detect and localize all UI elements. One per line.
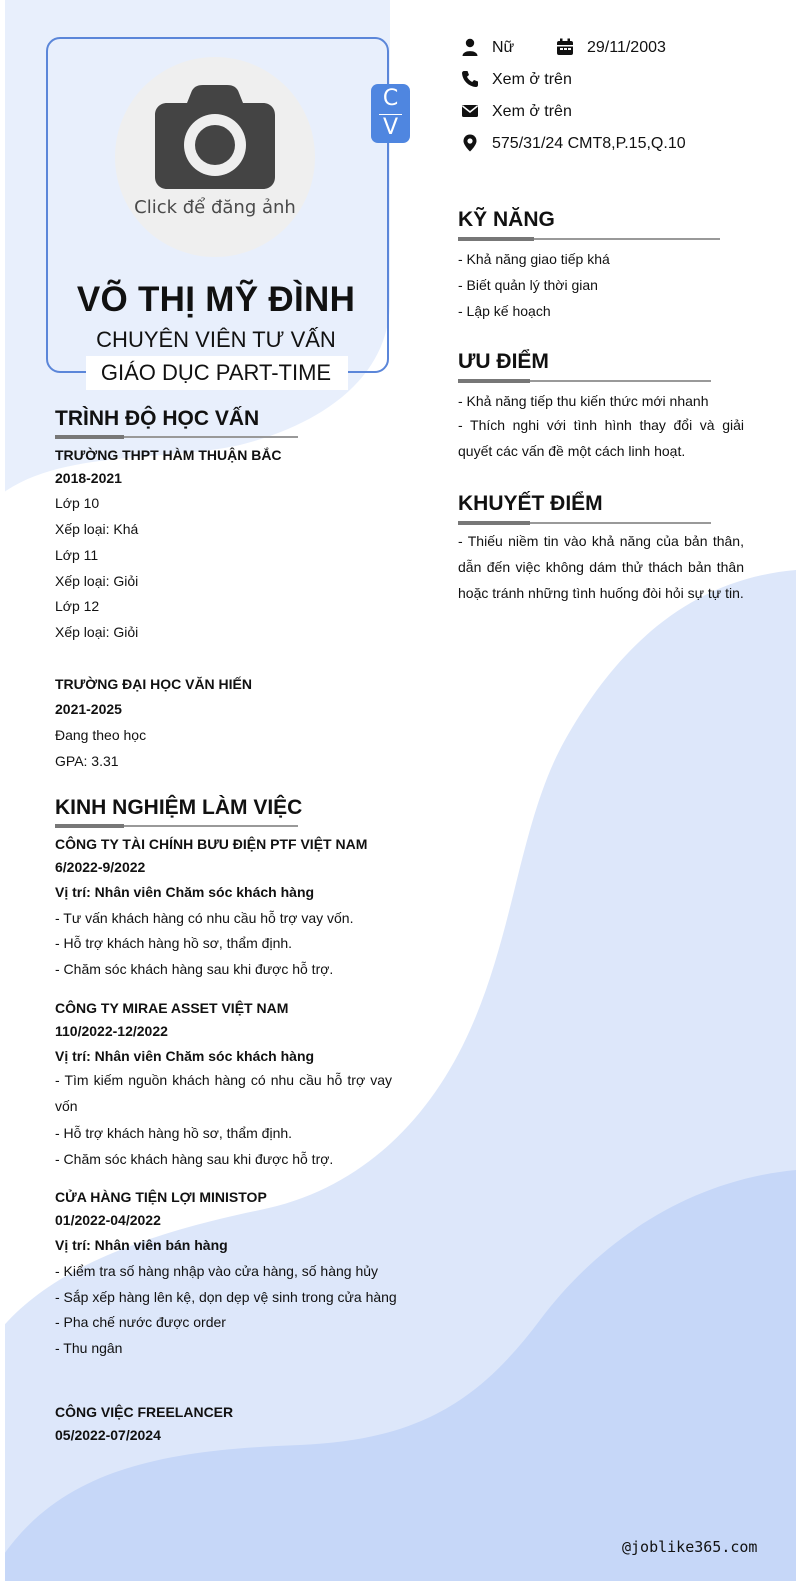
cv-badge-bottom: V [382,115,399,140]
skills-rule-accent [458,237,534,241]
job-company: CÔNG VIỆC FREELANCER [55,1404,234,1420]
school-period: 2021-2025 [55,701,122,717]
job-duty: - Tìm kiếm nguồn khách hàng có nhu cầu hỗ trợ vay vốn [55,1072,392,1114]
job-period: 6/2022-9/2022 [55,859,146,875]
job-company: CÔNG TY TÀI CHÍNH BƯU ĐIỆN PTF VIỆT NAM [55,836,368,852]
job-company: CÔNG TY MIRAE ASSET VIỆT NAM [55,1000,289,1016]
phone-value: Xem ở trên [492,71,572,88]
skill-item: - Biết quản lý thời gian [458,277,598,293]
job-duty: - Pha chế nước được order [55,1314,226,1330]
gender-value: Nữ [492,39,515,56]
education-heading: TRÌNH ĐỘ HỌC VẤN [55,407,260,430]
school-name: TRƯỜNG THPT HÀM THUẬN BẮC [55,447,282,463]
email-icon [461,102,479,120]
school-detail: GPA: 3.31 [55,753,119,769]
job-duty: - Sắp xếp hàng lên kệ, dọn dẹp vệ sinh trong cửa hàng [55,1289,397,1305]
weaknesses-heading: KHUYẾT ĐIỂM [458,492,603,515]
job-title-line1: CHUYÊN VIÊN TƯ VẤN [96,327,336,352]
photo-upload[interactable] [115,57,315,257]
strengths-rule-accent [458,379,530,383]
job-duty: - Kiểm tra số hàng nhập vào cửa hàng, số hàng hủy [55,1263,379,1279]
experience-rule-accent [55,824,124,828]
job-duty: - Hỗ trợ khách hàng hồ sơ, thẩm định. [55,1125,293,1141]
job-title-line2: GIÁO DỤC PART-TIME [100,360,332,385]
job-role: Vị trí: Nhân viên Chăm sóc khách hàng [55,884,315,900]
candidate-name: VÕ THỊ MỸ ĐÌNH [76,280,356,319]
job-company: CỬA HÀNG TIỆN LỢI MINISTOP [55,1189,267,1205]
job-period: 110/2022-12/2022 [55,1023,168,1039]
calendar-icon [556,38,574,56]
job-duty: - Thu ngân [55,1340,123,1356]
school-detail: Xếp loại: Giỏi [55,624,139,640]
job-period: 01/2022-04/2022 [55,1212,161,1228]
strength-item: - Khả năng tiếp thu kiến thức mới nhanh [458,393,709,409]
location-icon [461,134,479,152]
cv-badge-top: C [382,86,399,111]
strength-item: - Thích nghi với tình hình thay đổi và giải quyết các vấn đề một cách linh hoạt. [458,417,744,459]
user-icon [461,38,479,56]
job-duty: - Hỗ trợ khách hàng hồ sơ, thẩm định. [55,935,293,951]
phone-icon [461,70,479,88]
experience-heading: KINH NGHIỆM LÀM VIỆC [55,796,303,819]
education-rule-accent [55,435,124,439]
camera-icon [153,85,277,195]
skill-item: - Lập kế hoạch [458,303,551,319]
job-duty: - Tư vấn khách hàng có nhu cầu hỗ trợ vay vốn. [55,910,354,926]
strengths-heading: ƯU ĐIỂM [458,350,549,373]
school-detail: Xếp loại: Giỏi [55,573,139,589]
cv-badge [371,84,410,143]
email-value: Xem ở trên [492,103,572,120]
school-detail: Xếp loại: Khá [55,521,139,537]
job-role: Vị trí: Nhân viên bán hàng [55,1237,228,1253]
school-detail: Lớp 10 [55,495,100,511]
school-detail: Đang theo học [55,727,147,743]
footer-watermark: @joblike365.com [622,1538,758,1556]
weaknesses-text: - Thiếu niềm tin vào khả năng của bản thân, dẫn đến việc không dám thử thách bản thân hoặc tránh những tình huống đòi hỏi sự tự tin. [458,533,744,601]
birthday-value: 29/11/2003 [587,39,666,56]
photo-upload-hint: Click để đăng ảnh [134,197,296,218]
school-name: TRƯỜNG ĐẠI HỌC VĂN HIẾN [55,676,253,692]
address-value: 575/31/24 CMT8,P.15,Q.10 [492,135,686,152]
job-role: Vị trí: Nhân viên Chăm sóc khách hàng [55,1048,315,1064]
job-duty: - Chăm sóc khách hàng sau khi được hỗ trợ. [55,961,334,977]
school-detail: Lớp 11 [55,547,99,563]
job-duty: - Chăm sóc khách hàng sau khi được hỗ trợ. [55,1151,334,1167]
school-period: 2018-2021 [55,470,122,486]
school-detail: Lớp 12 [55,598,100,614]
weaknesses-rule-accent [458,521,530,525]
skills-heading: KỸ NĂNG [458,208,555,231]
job-period: 05/2022-07/2024 [55,1427,161,1443]
skill-item: - Khả năng giao tiếp khá [458,251,610,267]
